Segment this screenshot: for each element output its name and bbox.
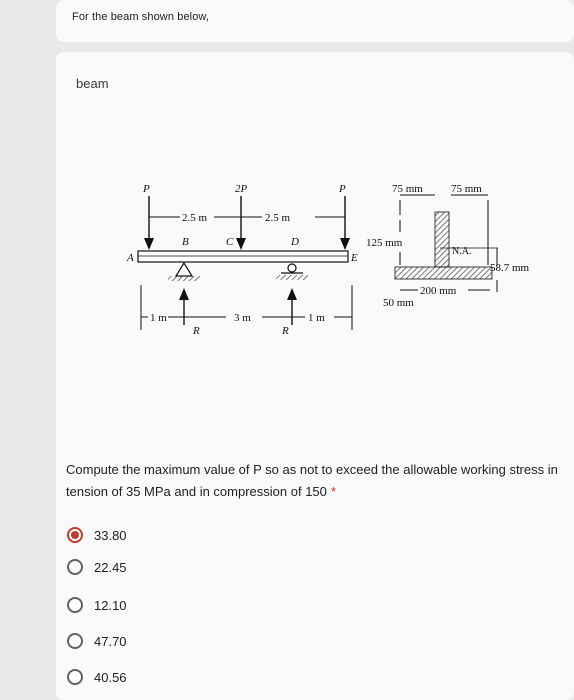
option-label: 47.70	[94, 633, 127, 649]
dim-75-right: 75 mm	[451, 183, 482, 195]
radio-button[interactable]	[67, 669, 83, 685]
dim-1m-left: 1 m	[150, 312, 167, 324]
question-text	[66, 459, 566, 503]
option-3[interactable]	[67, 631, 127, 651]
radio-button[interactable]	[67, 633, 83, 649]
radio-button-selected[interactable]	[67, 527, 83, 543]
dim-2-5-left: 2.5 m	[182, 212, 208, 224]
dim-50: 50 mm	[383, 297, 414, 309]
support-left	[168, 263, 200, 281]
label-2p: 2P	[235, 183, 248, 195]
option-label: 22.45	[94, 559, 127, 575]
label-b: B	[182, 236, 189, 248]
option-1[interactable]	[67, 557, 127, 577]
load-arrows	[149, 196, 345, 248]
radio-button[interactable]	[67, 559, 83, 575]
option-label: 40.56	[94, 669, 127, 685]
option-0[interactable]	[67, 525, 127, 545]
label-p-right: P	[339, 183, 346, 195]
beam-body	[138, 251, 348, 262]
label-a: A	[127, 252, 134, 264]
option-4[interactable]	[67, 667, 127, 687]
label-c: C	[226, 236, 234, 248]
dim-58-7: 58.7 mm	[490, 262, 530, 274]
dim-3m: 3 m	[234, 312, 251, 324]
option-label: 12.10	[94, 597, 127, 613]
load-arrow-p-left	[144, 238, 154, 250]
option-label: 33.80	[94, 527, 127, 543]
image-title: beam	[76, 76, 109, 91]
dim-75-left: 75 mm	[392, 183, 423, 195]
dim-200: 200 mm	[420, 285, 457, 297]
label-d: D	[291, 236, 299, 248]
question-body: Compute the maximum value of P so as not to exceed the allowable working stress in tension of 35 MPa and in compression of 150	[66, 462, 558, 499]
label-reaction-left: R	[193, 325, 200, 337]
required-asterisk: *	[330, 484, 336, 499]
radio-dot-icon	[71, 531, 79, 539]
cross-section	[395, 212, 498, 279]
intro-text: For the beam shown below,	[72, 11, 210, 23]
dim-1m-right: 1 m	[308, 312, 325, 324]
radio-button[interactable]	[67, 597, 83, 613]
option-2[interactable]	[67, 595, 127, 615]
dim-2-5-right: 2.5 m	[265, 212, 291, 224]
label-p-left: P	[143, 183, 150, 195]
load-arrow-2p	[236, 238, 246, 250]
reaction-arrow-left	[179, 288, 189, 300]
label-na: N.A.	[452, 246, 472, 257]
load-arrow-p-right	[340, 238, 350, 250]
reaction-arrow-right	[287, 288, 297, 300]
label-reaction-right: R	[282, 325, 289, 337]
label-e: E	[351, 252, 358, 264]
support-right	[276, 264, 308, 280]
dim-125: 125 mm	[366, 237, 403, 249]
